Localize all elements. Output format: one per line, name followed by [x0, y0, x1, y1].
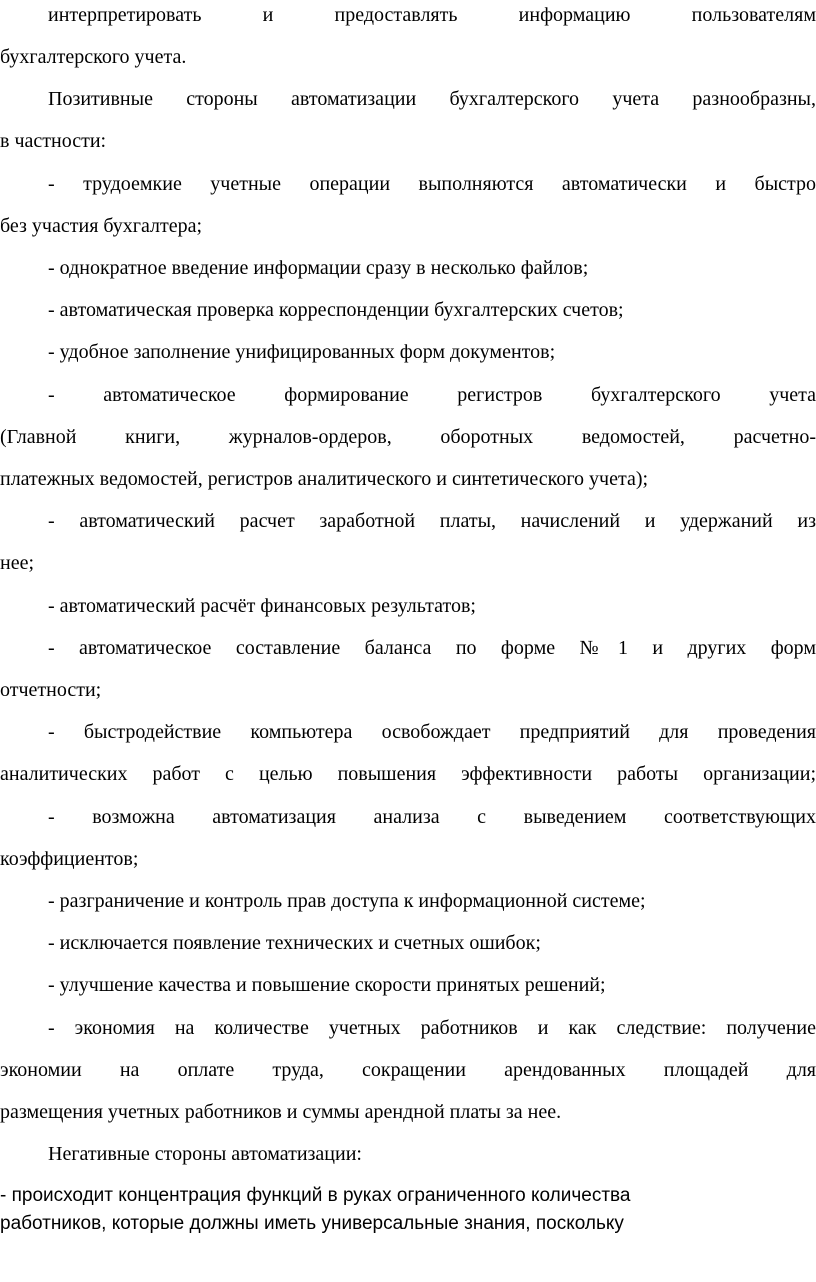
text-line: - трудоемкие учетные операции выполняются автоматически и быстро — [48, 173, 816, 195]
text-line: - удобное заполнение унифицированных форм документов; — [48, 341, 556, 363]
text-line: без участия бухгалтера; — [0, 215, 203, 237]
text-line: - автоматическое формирование регистров бухгалтерского учета — [48, 384, 816, 406]
text-line: - быстродействие компьютера освобождает предприятий для проведения — [48, 721, 816, 743]
text-line: бухгалтерского учета. — [0, 46, 187, 68]
text-line: - исключается появление технических и счетных ошибок; — [48, 932, 541, 954]
text-line: - автоматический расчет заработной платы, начислений и удержаний из — [48, 510, 816, 532]
text-line: - разграничение и контроль прав доступа к информационной системе; — [48, 890, 646, 912]
text-line: нее; — [0, 552, 35, 574]
text-line: (Главной книги, журналов-ордеров, оборотных ведомостей, расчетно- — [0, 426, 816, 448]
text-line: экономии на оплате труда, сокращении арендованных площадей для — [0, 1059, 816, 1081]
text-line: - автоматический расчёт финансовых результатов; — [48, 595, 476, 617]
text-line: - автоматическая проверка корреспонденции бухгалтерских счетов; — [48, 299, 624, 321]
text-line: аналитических работ с целью повышения эффективности работы организации; — [0, 763, 816, 785]
text-line: работников, которые должны иметь универсальные знания, поскольку — [0, 1213, 624, 1234]
text-line: - однократное введение информации сразу в несколько файлов; — [48, 257, 589, 279]
text-line: - экономия на количестве учетных работников и как следствие: получение — [48, 1017, 816, 1039]
text-line: отчетности; — [0, 679, 102, 701]
text-line: в частности: — [0, 130, 107, 152]
text-line: коэффициентов; — [0, 848, 139, 870]
text-line: - возможна автоматизация анализа с выведением соответствующих — [48, 806, 816, 828]
text-line: Позитивные стороны автоматизации бухгалтерского учета разнообразны, — [48, 88, 816, 110]
text-line: Негативные стороны автоматизации: — [48, 1143, 362, 1165]
text-line: платежных ведомостей, регистров аналитического и синтетического учета); — [0, 468, 649, 490]
text-line: - автоматическое составление баланса по форме №1 и других форм — [48, 637, 816, 659]
text-line: - улучшение качества и повышение скорости принятых решений; — [48, 974, 606, 996]
text-line: размещения учетных работников и суммы арендной платы за нее. — [0, 1101, 562, 1123]
text-line: - происходит концентрация функций в руках ограниченного количества — [0, 1185, 631, 1206]
text-line: интерпретировать и предоставлять информацию пользователям — [48, 4, 816, 26]
